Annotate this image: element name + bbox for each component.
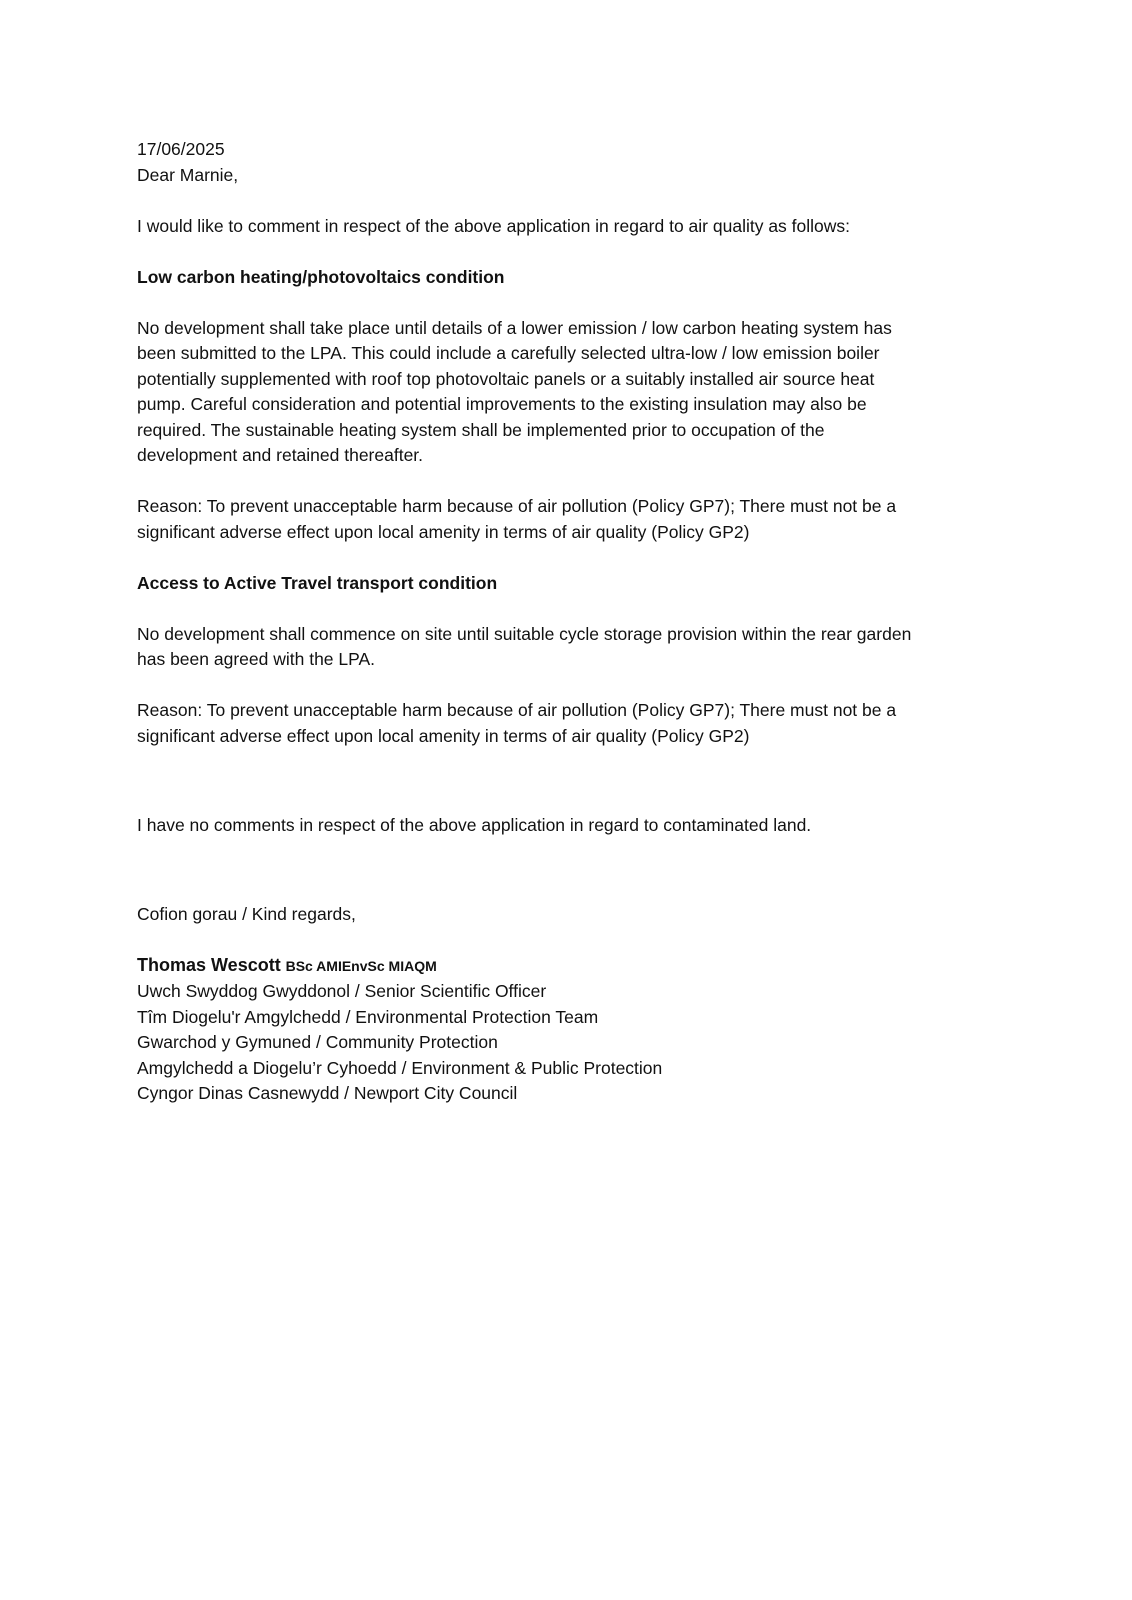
section1-line: No development shall take place until details of a lower emission / low carbon heating system has xyxy=(137,317,892,338)
section2-line: has been agreed with the LPA. xyxy=(137,649,376,669)
section1-line: development and retained thereafter. xyxy=(137,445,424,465)
signature-team: Tîm Diogelu'r Amgylchedd / Environmental Protection Team xyxy=(137,1006,599,1027)
section1-heading: Low carbon heating/photovoltaics condition xyxy=(137,266,505,287)
section1-line: required. The sustainable heating system shall be implemented prior to occupation of the xyxy=(137,419,825,440)
signature-block xyxy=(137,953,1007,1107)
letter-date: 17/06/2025 xyxy=(137,139,225,159)
section2-condition-text xyxy=(137,622,1007,673)
section1-reason xyxy=(137,494,1007,545)
closing: Cofion gorau / Kind regards, xyxy=(137,903,356,924)
letter-body xyxy=(137,137,1007,1107)
section1-line: been submitted to the LPA. This could include a carefully selected ultra-low / low emission boiler xyxy=(137,343,880,363)
signature-name-line xyxy=(137,953,1007,980)
signature-qualifications: BSc AMIEnvSc MIAQM xyxy=(285,957,437,974)
salutation: Dear Marnie, xyxy=(137,164,239,185)
signature-organisation: Cyngor Dinas Casnewydd / Newport City Council xyxy=(137,1083,518,1103)
signature-department: Gwarchod y Gymuned / Community Protection xyxy=(137,1032,498,1052)
section2-reason xyxy=(137,698,1007,749)
contaminated-land-paragraph: I have no comments in respect of the above application in regard to contaminated land. xyxy=(137,814,812,835)
section1-line: pump. Careful consideration and potential improvements to the existing insulation may also be xyxy=(137,394,867,414)
signature-title: Uwch Swyddog Gwyddonol / Senior Scientific Officer xyxy=(137,981,547,1001)
section1-reason-line: Reason: To prevent unacceptable harm because of air pollution (Policy GP7); There must not be a xyxy=(137,496,897,516)
section2-reason-line: Reason: To prevent unacceptable harm because of air pollution (Policy GP7); There must not be a xyxy=(137,700,897,720)
section1-line: potentially supplemented with roof top photovoltaic panels or a suitably installed air source heat xyxy=(137,368,875,389)
section1-condition-text xyxy=(137,316,1007,469)
intro-paragraph: I would like to comment in respect of the above application in regard to air quality as follows: xyxy=(137,215,851,236)
section2-heading: Access to Active Travel transport condition xyxy=(137,572,498,593)
section2-reason-line: significant adverse effect upon local amenity in terms of air quality (Policy GP2) xyxy=(137,725,750,746)
signature-directorate: Amgylchedd a Diogelu’r Cyhoedd / Environment & Public Protection xyxy=(137,1057,663,1078)
section1-reason-line: significant adverse effect upon local amenity in terms of air quality (Policy GP2) xyxy=(137,521,750,542)
section2-line: No development shall commence on site until suitable cycle storage provision within the rear garden xyxy=(137,623,912,644)
signature-name: Thomas Wescott xyxy=(137,954,281,975)
